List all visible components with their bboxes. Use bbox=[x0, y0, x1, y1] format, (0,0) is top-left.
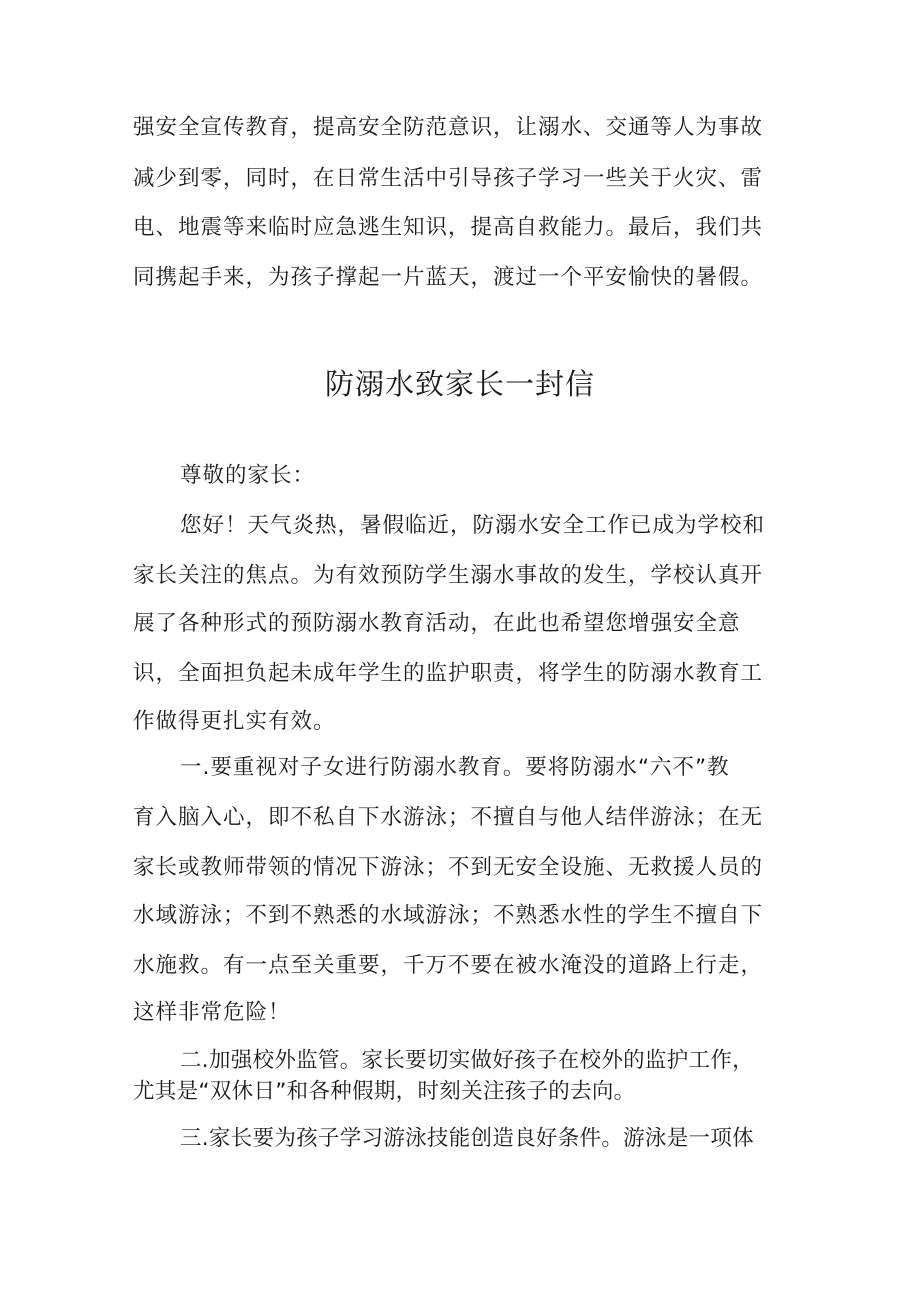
text-line: 水域游泳；不到不熟悉的水域游泳；不熟悉水性的学生不擅自下 bbox=[133, 903, 764, 928]
letter-title: 防溺水致家长一封信 bbox=[324, 367, 595, 401]
text-line: 识，全面担负起未成年学生的监护职责，将学生的防溺水教育工 bbox=[133, 661, 764, 686]
text-line: 展了各种形式的预防溺水教育活动，在此也希望您增强安全意 bbox=[133, 611, 741, 636]
text-line: 一.要重视对子女进行防溺水教育。要将防溺水“六不”教 bbox=[180, 755, 730, 780]
text-line: 育入脑入心，即不私自下水游泳；不擅自与他人结伴游泳；在无 bbox=[133, 805, 764, 830]
text-line: 强安全宣传教育，提高安全防范意识，让溺水、交通等人为事故 bbox=[133, 115, 764, 140]
text-line: 二.加强校外监管。家长要切实做好孩子在校外的监护工作， bbox=[180, 1048, 754, 1073]
text-line: 尤其是“双休日”和各种假期，时刻关注孩子的去向。 bbox=[133, 1079, 636, 1104]
text-line: 水施救。有一点至关重要，千万不要在被水淹没的道路上行走， bbox=[133, 953, 764, 978]
text-line: 减少到零，同时，在日常生活中引导孩子学习一些关于火灾、雷 bbox=[133, 166, 764, 191]
text-line: 同携起手来，为孩子撑起一片蓝天，渡过一个平安愉快的暑假。 bbox=[133, 265, 764, 290]
letter-salutation: 尊敬的家长： bbox=[180, 463, 316, 488]
text-line: 三.家长要为孩子学习游泳技能创造良好条件。游泳是一项体 bbox=[180, 1126, 754, 1151]
text-line: 电、地震等来临时应急逃生知识，提高自救能力。最后，我们共 bbox=[133, 215, 764, 240]
text-line: 这样非常危险！ bbox=[133, 1000, 291, 1025]
text-line: 家长或教师带领的情况下游泳；不到无安全设施、无救援人员的 bbox=[133, 855, 764, 880]
text-line: 家长关注的焦点。为有效预防学生溺水事故的发生，学校认真开 bbox=[133, 563, 764, 588]
text-line: 您好！天气炎热，暑假临近，防溺水安全工作已成为学校和 bbox=[180, 513, 766, 538]
text-line: 作做得更扎实有效。 bbox=[133, 709, 336, 734]
